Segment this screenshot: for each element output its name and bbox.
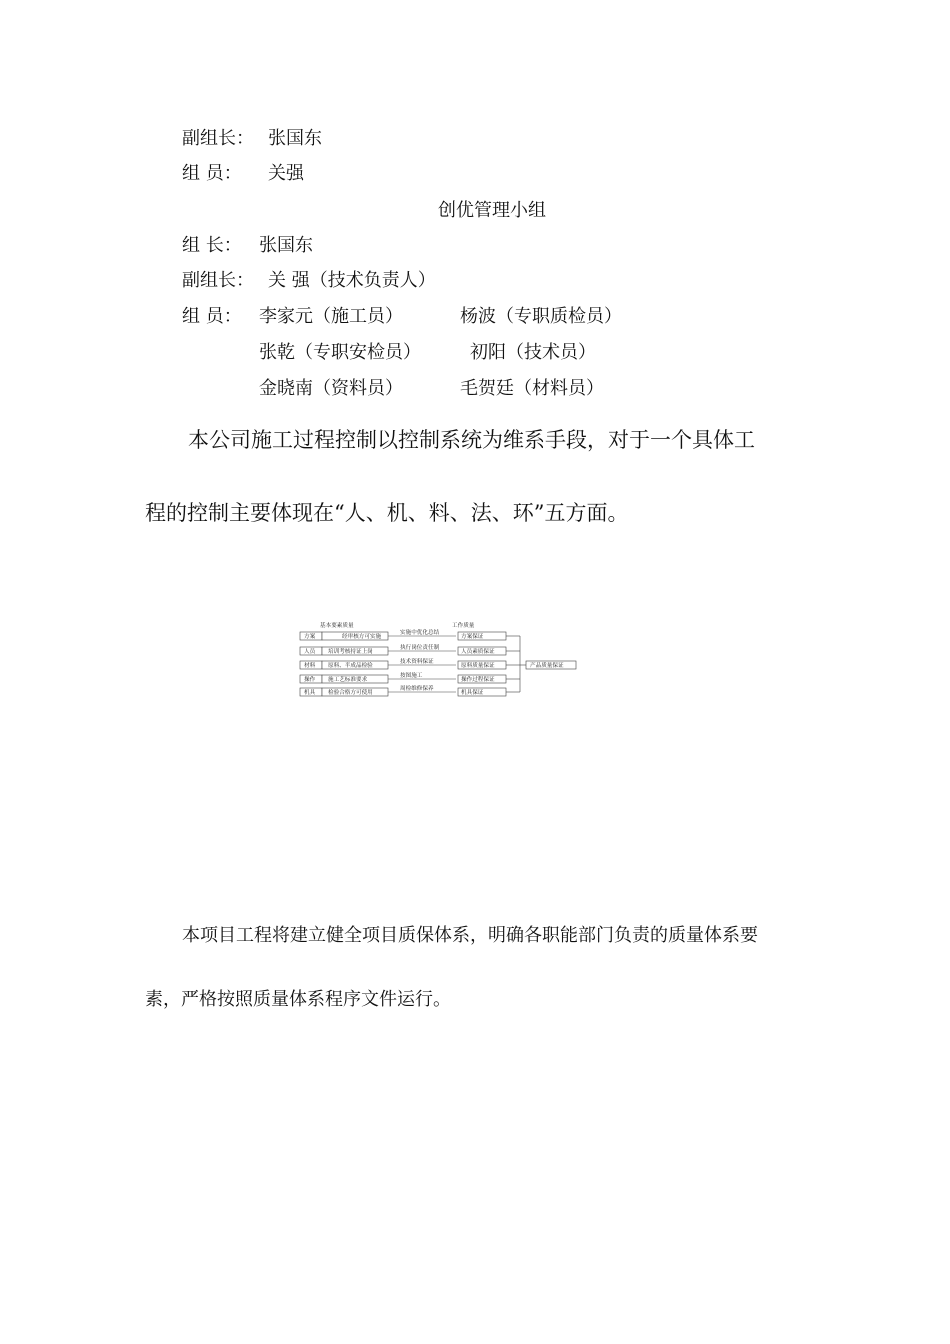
paragraph-1-line-2: 程的控制主要体现在“人、机、料、法、环”五方面。 bbox=[145, 501, 629, 525]
action-label: 按图施工 bbox=[400, 673, 423, 679]
left-header: 基本要素质量 bbox=[320, 623, 354, 629]
requirement-label: 检验合格方可使用 bbox=[328, 690, 373, 696]
group-leader-name: 张国东 bbox=[259, 235, 313, 256]
member-label: 组 员： bbox=[182, 163, 242, 184]
assurance-label: 方案保证 bbox=[461, 634, 484, 640]
assurance-label: 人员素质保证 bbox=[461, 649, 495, 655]
paragraph-2-line-2: 素，严格按照质量体系程序文件运行。 bbox=[145, 989, 451, 1010]
paragraph-2-line-1: 本项目工程将建立健全项目质保体系，明确各职能部门负责的质量体系要 bbox=[182, 925, 758, 946]
action-label: 执行岗位责任制 bbox=[400, 645, 440, 651]
requirement-label: 施工艺标准要求 bbox=[328, 677, 368, 683]
requirement-label: 培训考核持证上岗 bbox=[328, 649, 373, 655]
assurance-label: 原料质量保证 bbox=[461, 663, 495, 669]
factor-label: 机具 bbox=[304, 690, 316, 696]
action-label: 技术资料保证 bbox=[400, 659, 434, 665]
action-label: 实施中优化总结 bbox=[400, 630, 440, 636]
assurance-label: 操作过程保证 bbox=[461, 677, 495, 683]
requirement-label: 原料、半成品检验 bbox=[328, 663, 373, 669]
group-deputy-name: 关 强（技术负责人） bbox=[268, 270, 436, 291]
output-label: 产品质量保证 bbox=[530, 663, 564, 669]
group-leader-label: 组 长： bbox=[182, 235, 242, 256]
group-member: 毛贺廷（材料员） bbox=[460, 378, 604, 399]
paragraph-1-line-1: 本公司施工过程控制以控制系统为维系手段，对于一个具体工 bbox=[188, 428, 755, 452]
requirement-label: 经审核方可实施 bbox=[342, 634, 382, 640]
group-member: 李家元（施工员） bbox=[259, 306, 403, 327]
factor-label: 材料 bbox=[304, 663, 316, 669]
quality-control-diagram bbox=[298, 620, 580, 704]
right-header: 工作质量 bbox=[452, 623, 475, 629]
quality-control-diagram-svg bbox=[298, 620, 580, 704]
group-members-label: 组 员： bbox=[182, 306, 242, 327]
action-label: 周检维修保养 bbox=[400, 686, 434, 692]
deputy-leader-name: 张国东 bbox=[268, 128, 322, 149]
member-name: 关强 bbox=[268, 163, 304, 184]
factor-label: 人员 bbox=[304, 649, 316, 655]
group-member: 杨波（专职质检员） bbox=[460, 306, 622, 327]
group-member: 张乾（专职安检员） bbox=[259, 342, 421, 363]
factor-label: 方案 bbox=[304, 634, 316, 640]
group-title: 创优管理小组 bbox=[438, 200, 546, 221]
group-member: 金晓南（资料员） bbox=[259, 378, 403, 399]
factor-label: 操作 bbox=[304, 677, 316, 683]
assurance-label: 机具保证 bbox=[461, 690, 484, 696]
deputy-leader-label: 副组长： bbox=[182, 128, 254, 149]
group-member: 初阳（技术员） bbox=[470, 342, 596, 363]
group-deputy-label: 副组长： bbox=[182, 270, 254, 291]
